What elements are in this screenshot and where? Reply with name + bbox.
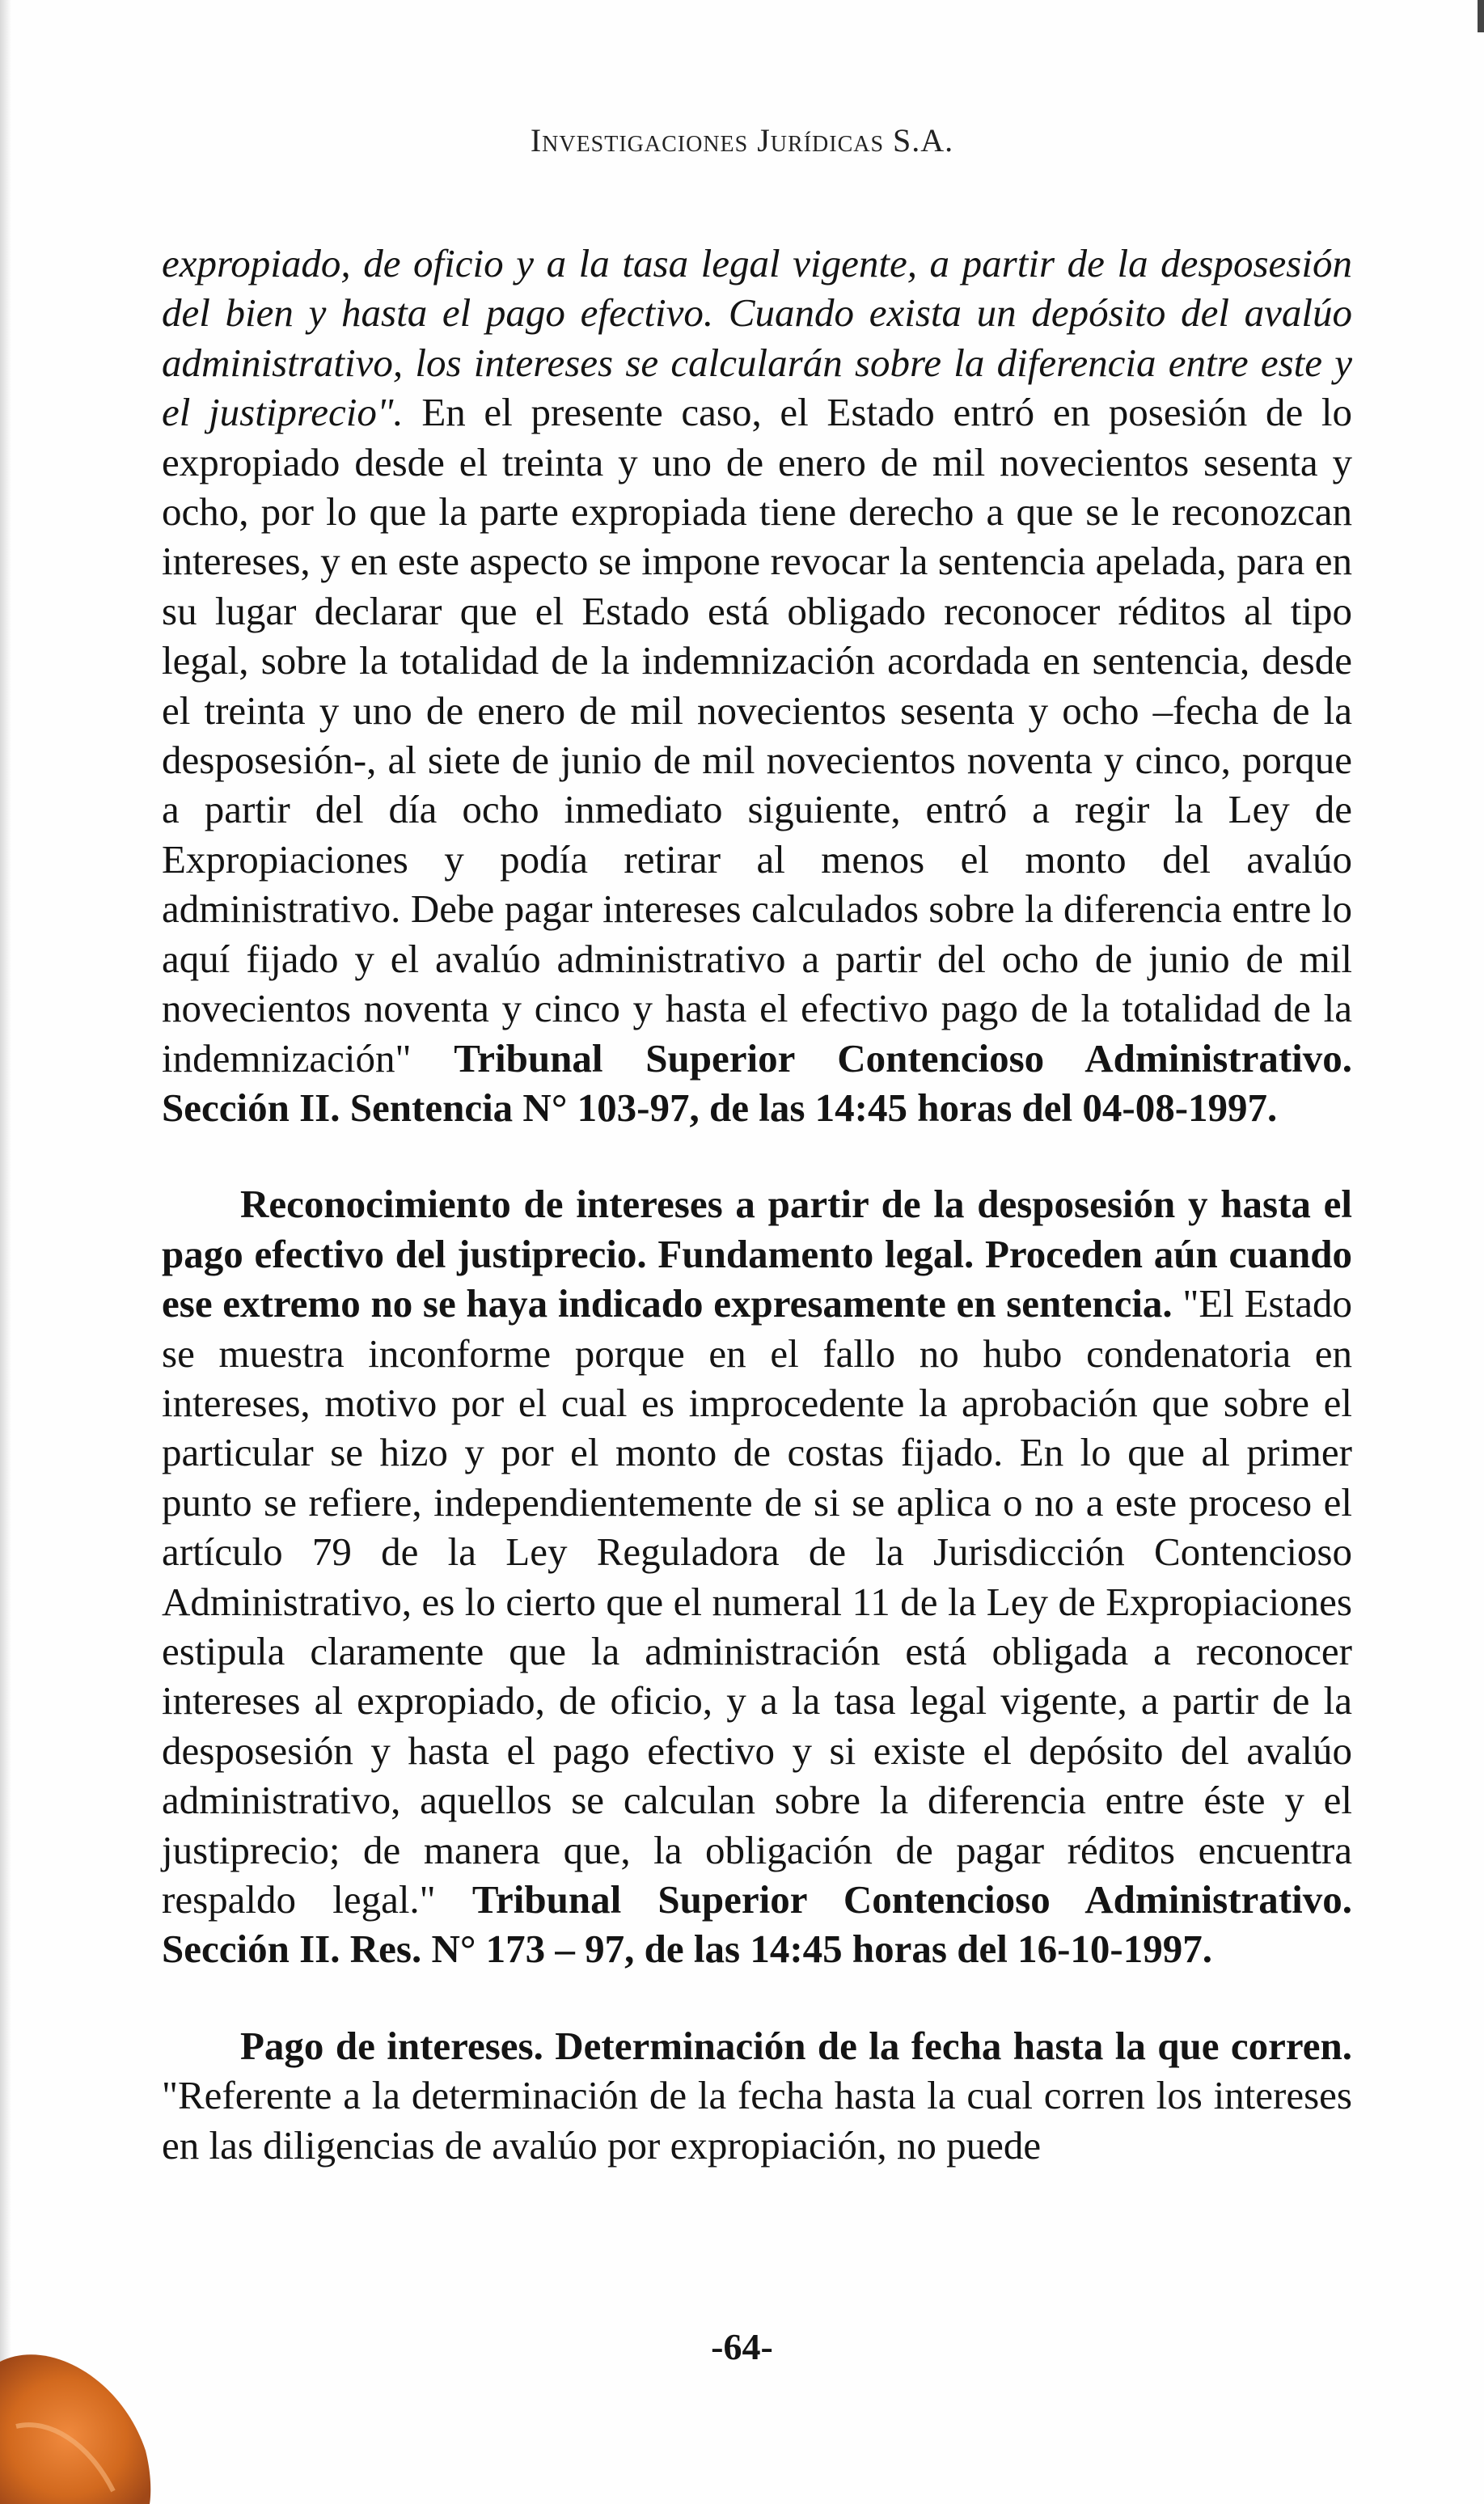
paragraph-text: "Referente a la determinación de la fecha hasta la cual corren los intereses en las diligencias de avalúo por expropiación, no puede	[162, 2073, 1352, 2168]
section-heading: Reconocimiento de intereses a partir de la desposesión y hasta el pago efectivo del justiprecio. Fundamento legal. Proceden aún cuando ese extremo no se haya indicado expresamente en sentencia.	[162, 1182, 1352, 1326]
page-edge-shadow	[0, 0, 11, 2504]
body-text	[162, 239, 1352, 2170]
citation: Tribunal Superior Contencioso Administrativo. Sección II. Sentencia N° 103-97, de las 14:45 horas del 04-08-1997.	[162, 1035, 1353, 1130]
quoted-italic-text: expropiado, de oficio y a la tasa legal vigente, a partir de la desposesión del bien y hasta el pago efectivo. Cuando exista un depósito del avalúo administrativo, los intereses se calcularán sobre la diferencia entre este y el justiprecio".	[162, 241, 1352, 435]
section-heading: Pago de intereses. Determinación de la fecha hasta la que corren.	[240, 2023, 1352, 2068]
thumb-image	[0, 2329, 154, 2504]
paragraph-3	[162, 2021, 1352, 2170]
running-header: Investigaciones Jurídicas S.A.	[530, 122, 954, 159]
corner-mark	[1478, 0, 1484, 32]
page-number: -64-	[711, 2326, 773, 2367]
paragraph-text: En el presente caso, el Estado entró en posesión de lo expropiado desde el treinta y uno de enero de mil novecientos sesenta y ocho, por lo que la parte expropiada tiene derecho a que se le reconozcan intereses, y en este aspecto se impone revocar la sentencia apelada, para en su lugar declarar que el Estado está obligado reconocer réditos al tipo legal, sobre la totalidad de la indemnización acordada en sentencia, desde el treinta y uno de enero de mil novecientos sesenta y ocho –fecha de la desposesión-, al siete de junio de mil novecientos noventa y cinco, porque a partir del día ocho inmediato siguiente, entró a regir la Ley de Expropiaciones y podía retirar al menos el monto del avalúo administrativo. Debe pagar intereses calculados sobre la diferencia entre lo aquí fijado y el avalúo administrativo a partir del ocho de junio de mil novecientos noventa y cinco y hasta el efectivo pago de la totalidad de la indemnización"	[162, 390, 1352, 1081]
paragraph-2	[162, 1179, 1352, 1974]
paragraph-1	[162, 239, 1352, 1132]
paragraph-text: "El Estado se muestra inconforme porque en el fallo no hubo condenatoria en intereses, motivo por el cual es improcedente la aprobación que sobre el particular se hizo y por el monto de costas fijado. En lo que al primer punto se refiere, independientemente de si se aplica o no a este proceso el artículo 79 de la Ley Reguladora de la Jurisdicción Contencioso Administrativo, es lo cierto que el numeral 11 de la Ley de Expropiaciones estipula claramente que la administración está obligada a reconocer intereses al expropiado, de oficio, y a la tasa legal vigente, a partir de la desposesión y hasta el pago efectivo y si existe el depósito del avalúo administrativo, aquellos se calculan sobre la diferencia entre éste y el justiprecio; de manera que, la obligación de pagar réditos encuentra respaldo legal."	[162, 1281, 1352, 1922]
citation: Tribunal Superior Contencioso Administrativo. Sección II. Res. N° 173 – 97, de las 14:45 horas del 16-10-1997.	[162, 1877, 1352, 1972]
